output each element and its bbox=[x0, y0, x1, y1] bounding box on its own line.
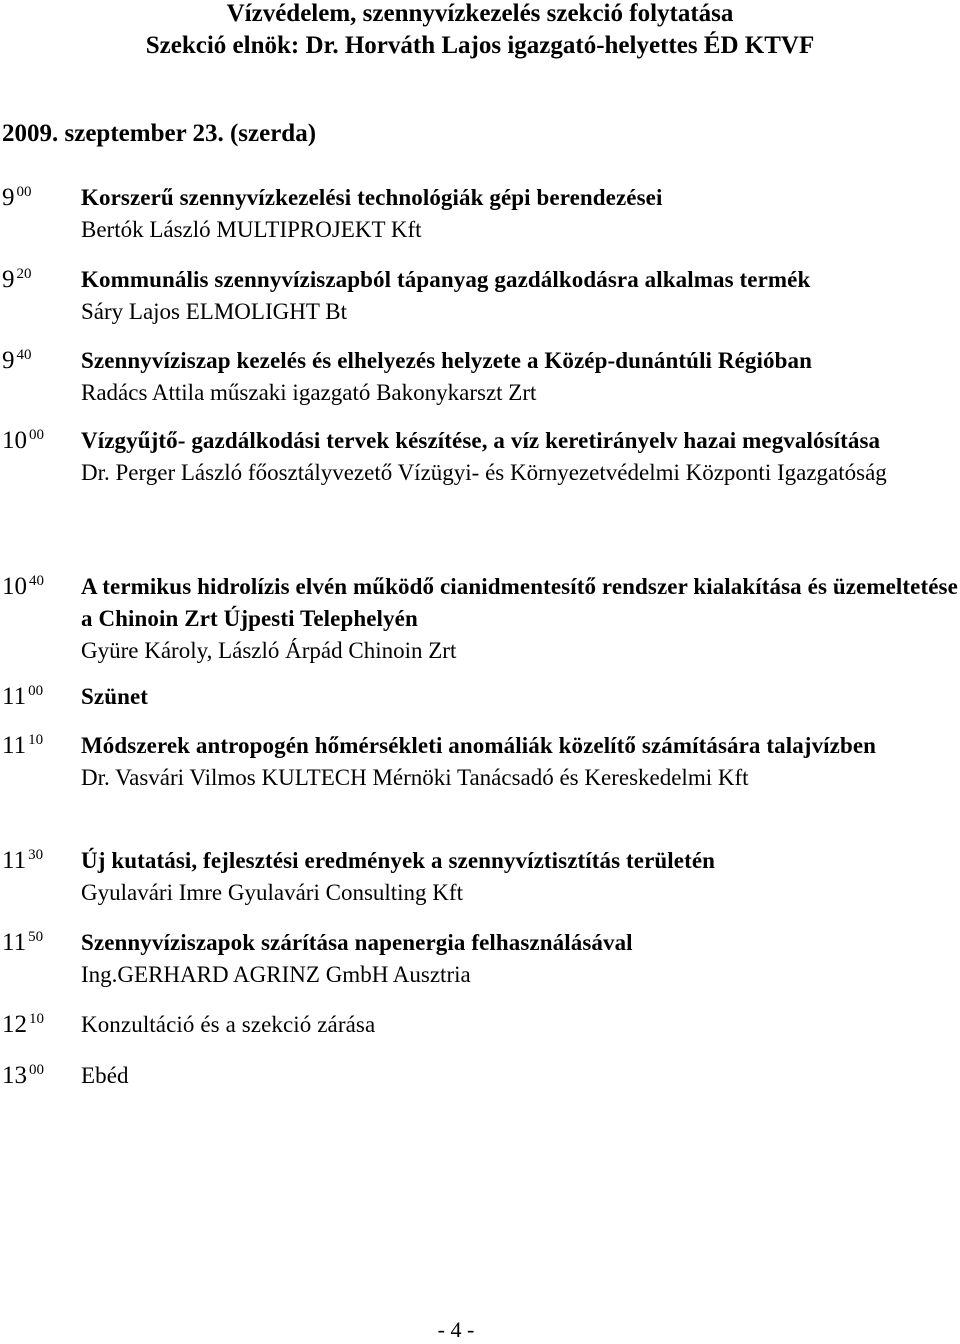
section-chair: Szekció elnök: Dr. Horváth Lajos igazgató-helyettes ÉD KTVF bbox=[145, 32, 815, 59]
time-label: 12 $^{10}$ bbox=[2, 1011, 44, 1038]
page-number: - 4 - bbox=[437, 1317, 475, 1342]
time-label: 10 $^{00}$ bbox=[2, 427, 44, 454]
talk-title: A termikus hidrolízis elvén működő cianidmentesítő rendszer kialakítása és üzemeltetése a Chinoin Zrt Újpesti Telephelyén bbox=[81, 574, 958, 631]
talk-speaker: Gyulavári Imre Gyulavári Consulting Kft bbox=[81, 880, 463, 905]
talk-speaker: Bertók László MULTIPROJEKT Kft bbox=[81, 217, 422, 242]
talk-title: Új kutatási, fejlesztési eredmények a szennyvíztisztítás területén bbox=[81, 848, 716, 873]
session-date: 2009. szeptember 23. (szerda) bbox=[2, 120, 317, 147]
talk-title: Kommunális szennyvíziszapból tápanyag gazdálkodásra alkalmas termék bbox=[81, 267, 811, 292]
time-label: 13 $^{00}$ bbox=[2, 1062, 44, 1089]
talk-speaker: Sáry Lajos ELMOLIGHT Bt bbox=[81, 299, 347, 324]
talk-title: Vízgyűjtő- gazdálkodási tervek készítése, a víz keretirányelv hazai megvalósítása bbox=[81, 428, 881, 453]
closing-label: Konzultáció és a szekció zárása bbox=[81, 1012, 376, 1037]
talk-speaker: Dr. Vasvári Vilmos KULTECH Mérnöki Tanácsadó és Kereskedelmi Kft bbox=[81, 765, 749, 790]
talk-title: Szennyvíziszapok szárítása napenergia felhasználásával bbox=[81, 930, 633, 955]
talk-title: Korszerű szennyvízkezelési technológiák gépi berendezései bbox=[81, 185, 663, 210]
break-label: Szünet bbox=[81, 684, 149, 709]
time-label: 11 $^{10}$ bbox=[2, 732, 44, 759]
time-label: 11 $^{50}$ bbox=[2, 929, 44, 956]
talk-speaker: Ing.GERHARD AGRINZ GmbH Ausztria bbox=[81, 962, 471, 987]
time-label: 10 $^{40}$ bbox=[2, 573, 44, 600]
talk-title: Szennyvíziszap kezelés és elhelyezés helyzete a Közép-dunántúli Régióban bbox=[81, 348, 812, 373]
talk-speaker: Dr. Perger László főosztályvezető Vízügyi- és Környezetvédelmi Központi Igazgatóság bbox=[81, 460, 887, 485]
time-label: 9 $^{40}$ bbox=[2, 347, 32, 374]
talk-speaker: Radács Attila műszaki igazgató Bakonykarszt Zrt bbox=[81, 380, 537, 405]
time-label: 9 $^{20}$ bbox=[2, 266, 32, 293]
talk-speaker: Gyüre Károly, László Árpád Chinoin Zrt bbox=[81, 638, 457, 663]
time-label: 11 $^{30}$ bbox=[2, 847, 44, 874]
lunch-label: Ebéd bbox=[81, 1063, 129, 1088]
section-title: Vízvédelem, szennyvízkezelés szekció folytatása bbox=[226, 0, 734, 27]
time-label: 11 $^{00}$ bbox=[2, 683, 44, 710]
time-label: 9 $^{00}$ bbox=[2, 184, 32, 211]
talk-title: Módszerek antropogén hőmérsékleti anomáliák közelítő számítására talajvízben bbox=[81, 733, 877, 758]
